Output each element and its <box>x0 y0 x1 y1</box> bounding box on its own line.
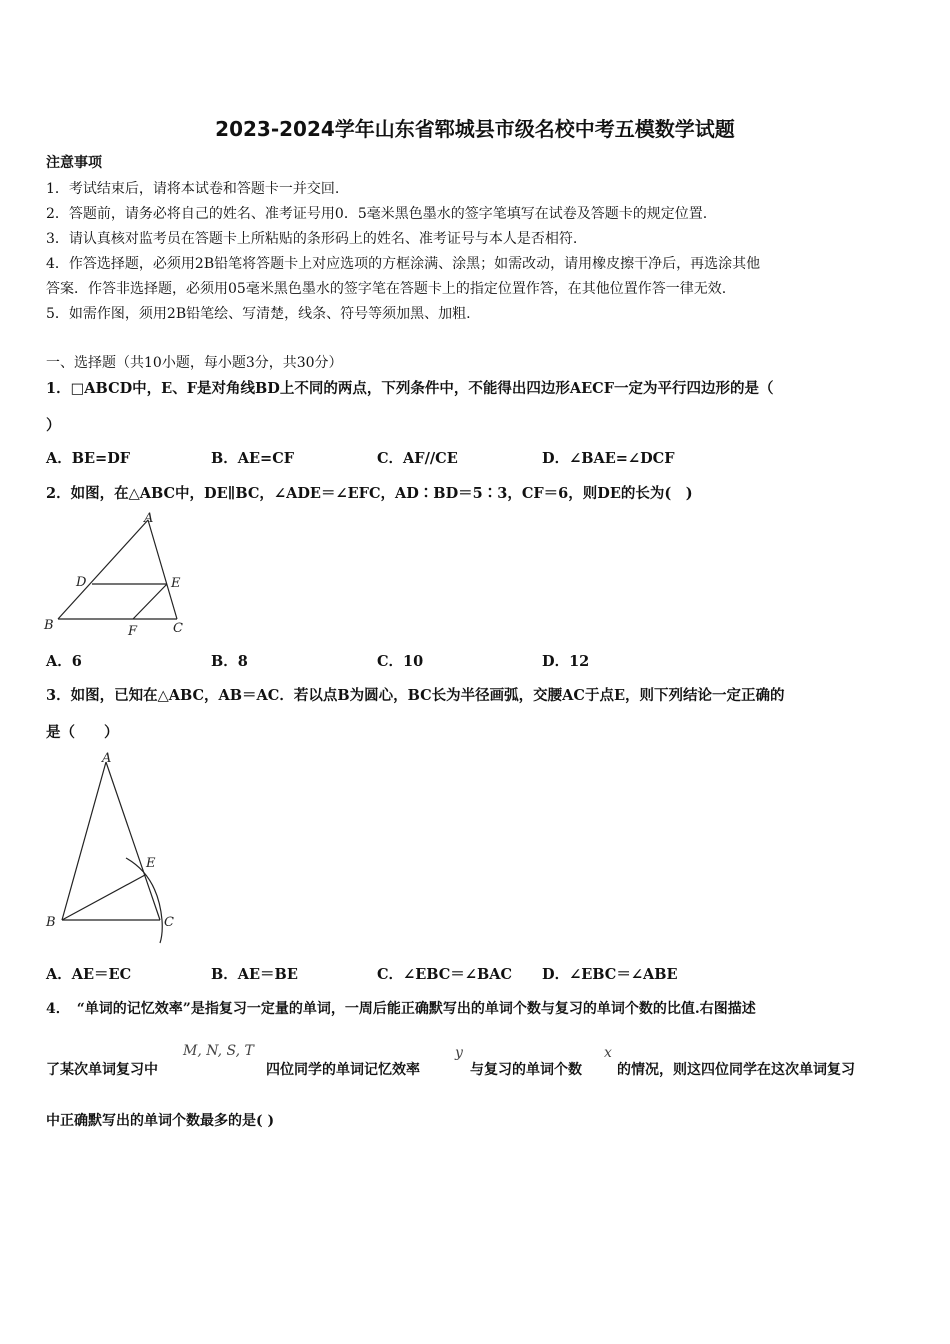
page-title: 2023-2024学年山东省郓城县市级名校中考五模数学试题 <box>215 117 735 141</box>
q2-label-e: E <box>171 576 181 591</box>
q3-arc <box>126 858 162 943</box>
q2-label-f: F <box>128 624 138 639</box>
q3-label-e: E <box>146 856 156 871</box>
q3-triangle-figure <box>40 748 190 948</box>
q2-side-ab <box>58 520 148 619</box>
q3-option-d: D．∠EBC＝∠ABE <box>542 966 678 983</box>
q3-option-b: B．AE＝BE <box>211 966 298 983</box>
question-3-stem: 3．如图，已知在△ABC，AB＝AC．若以点B为圆心，BC长为半径画弧，交腰AC于点E，则下列结论一定正确的 <box>46 687 785 704</box>
notice-item-3: 3．请认真核对监考员在答题卡上所粘贴的条形码上的姓名、准考证号与本人是否相符. <box>46 231 578 247</box>
q3-side-ac <box>106 762 160 920</box>
notice-item-2: 2．答题前，请务必将自己的姓名、准考证号用0．5毫米黑色墨水的签字笔填写在试卷及答题卡的规定位置. <box>46 206 708 222</box>
question-4-stem-part4: 的情况，则这四位同学在这次单词复习 <box>617 1062 855 1078</box>
notice-item-5: 5．如需作图，须用2B铅笔绘、写清楚，线条、符号等须加黑、加粗. <box>46 306 471 322</box>
q3-side-ab <box>62 762 106 920</box>
q2-label-a: A <box>144 511 154 526</box>
notice-item-1: 1．考试结束后，请将本试卷和答题卡一并交回. <box>46 181 340 197</box>
question-3-stem-cont: 是（ ） <box>46 724 119 741</box>
q1-option-a: A．BE=DF <box>46 450 131 467</box>
question-2-stem: 2．如图，在△ABC中，DE∥BC，∠ADE＝∠EFC，AD∶BD＝5∶3，CF＝6，则DE的长为( ) <box>46 485 693 502</box>
question-1-stem-cont: ） <box>46 417 61 434</box>
q3-label-b: B <box>46 915 56 930</box>
q3-segment-be <box>62 875 145 920</box>
question-1-stem: 1．□ABCD中，E、F是对角线BD上不同的两点，下列条件中，不能得出四边形AECF一定为平行四边形的是（ <box>46 380 774 397</box>
q4-var-y: y <box>455 1045 463 1061</box>
q2-option-b: B．8 <box>211 653 248 670</box>
question-4-stem-part1: 了某次单词复习中 <box>46 1062 158 1078</box>
section-heading: 一、选择题（共10小题，每小题3分，共30分） <box>46 355 343 371</box>
q3-option-a: A．AE＝EC <box>46 966 132 983</box>
q2-label-c: C <box>173 621 183 636</box>
q3-label-c: C <box>164 915 174 930</box>
q2-segment-ef <box>133 584 167 619</box>
q1-option-c: C．AF//CE <box>377 450 458 467</box>
q2-side-ac <box>148 520 177 619</box>
q2-option-c: C．10 <box>377 653 424 670</box>
q3-option-c: C．∠EBC＝∠BAC <box>377 966 513 983</box>
notice-item-4-cont: 答案．作答非选择题，必须用05毫米黑色墨水的签字笔在答题卡上的指定位置作答，在其他位置作答一律无效. <box>46 281 727 297</box>
notice-heading: 注意事项 <box>46 155 102 171</box>
q1-option-d: D．∠BAE=∠DCF <box>542 450 675 467</box>
q2-option-d: D．12 <box>542 653 590 670</box>
q2-triangle-figure <box>40 508 200 640</box>
question-4-stem-part2: 四位同学的单词记忆效率 <box>266 1062 420 1078</box>
question-4-stem-part3: 与复习的单词个数 <box>470 1062 582 1078</box>
q2-label-d: D <box>76 575 87 590</box>
q4-vars: M, N, S, T <box>183 1043 254 1059</box>
q4-var-x: x <box>604 1045 612 1061</box>
notice-item-4: 4．作答选择题，必须用2B铅笔将答题卡上对应选项的方框涂满、涂黑；如需改动，请用橡皮擦干净后，再选涂其他 <box>46 256 761 272</box>
question-4-stem-cont: 中正确默写出的单词个数最多的是( ) <box>46 1113 275 1129</box>
q3-label-a: A <box>102 751 112 766</box>
q2-label-b: B <box>44 618 54 633</box>
question-4-stem: 4． “单词的记忆效率”是指复习一定量的单词，一周后能正确默写出的单词个数与复习的单词个数的比值.右图描述 <box>46 1001 756 1017</box>
q2-option-a: A．6 <box>46 653 82 670</box>
q1-option-b: B．AE=CF <box>211 450 295 467</box>
